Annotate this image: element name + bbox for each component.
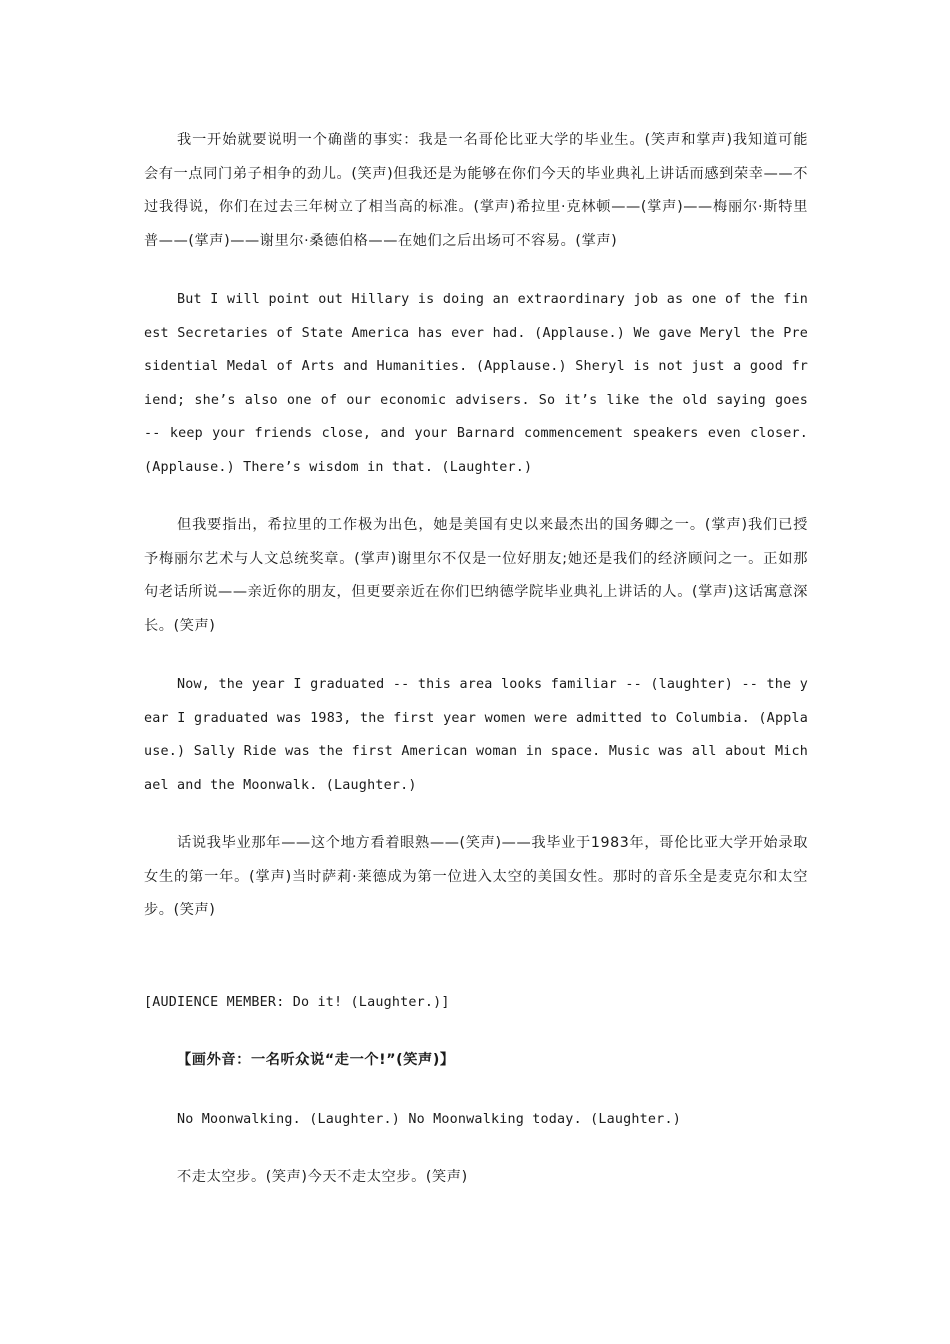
paragraph-chinese-5: 话说我毕业那年——这个地方看着眼熟——(笑声)——我毕业于1983年，哥伦比亚大学开始录取女生的第一年。(掌声)当时萨莉·莱德成为第一位进入太空的美国女性。那时的音乐全是麦克尔和太空步。(笑声) <box>144 835 808 918</box>
paragraph-chinese-9: 不走太空步。(笑声)今天不走太空步。(笑声) <box>177 1169 468 1185</box>
paragraph-english-8: No Moonwalking. (Laughter.) No Moonwalking today. (Laughter.) <box>177 1111 681 1127</box>
paragraph-chinese-1: 我一开始就要说明一个确凿的事实：我是一名哥伦比亚大学的毕业生。(笑声和掌声)我知道可能会有一点同门弟子相争的劲儿。(笑声)但我还是为能够在你们今天的毕业典礼上讲话而感到荣幸——不过我得说，你们在过去三年树立了相当高的标准。(掌声)希拉里·克林顿——(掌声)——梅丽尔·斯特里普——(掌声)——谢里尔·桑德伯格——在她们之后出场可不容易。(掌声) <box>144 132 808 249</box>
paragraph-chinese-3: 但我要指出，希拉里的工作极为出色，她是美国有史以来最杰出的国务卿之一。(掌声)我们已授予梅丽尔艺术与人文总统奖章。(掌声)谢里尔不仅是一位好朋友;她还是我们的经济顾问之一。正如那句老话所说——亲近你的朋友，但更要亲近在你们巴纳德学院毕业典礼上讲话的人。(掌声)这话寓意深长。(笑声) <box>144 517 808 634</box>
document-body <box>144 124 808 1195</box>
audience-member-line: [AUDIENCE MEMBER: Do it! (Laughter.)] <box>144 994 450 1010</box>
paragraph-english-4: Now, the year I graduated -- this area looks familiar -- (laughter) -- the year I graduated was 1983, the first year women were admitted to Columbia. (Applause.) Sally Ride was the first American woman in space. Music was all about Michael and the Moonwalk. (Laughter.) <box>144 677 808 793</box>
voiceover-line: 【画外音：一名听众说“走一个!”(笑声)】 <box>177 1052 455 1068</box>
paragraph-english-2: But I will point out Hillary is doing an extraordinary job as one of the finest Secretaries of State America has ever had. (Applause.) We gave Meryl the Presidential Medal of Arts and Humanities. (Applause.) Sheryl is not just a good friend; she’s also one of our economic advisers. So it’s like the old saying goes -- keep your friends close, and your Barnard commencement speakers even closer. (Applause.) There’s wisdom in that. (Laughter.) <box>144 292 808 475</box>
